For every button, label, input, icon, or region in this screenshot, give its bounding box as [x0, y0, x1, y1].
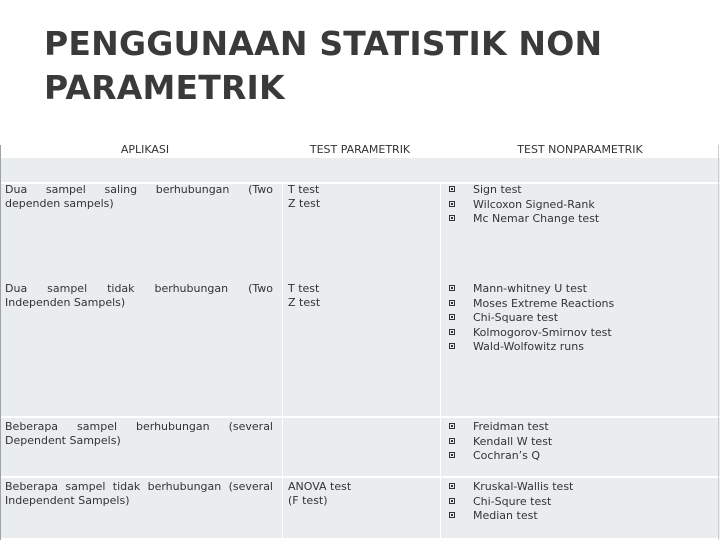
checkbox-bullet-icon — [449, 329, 455, 335]
table-row-1-aplikasi-line1: Dua sampel saling berhubungan (Two — [5, 183, 273, 196]
header-aplikasi: APLIKASI — [120, 143, 170, 156]
table-row-4-parametrik-line2: (F test) — [288, 494, 328, 507]
table-row-4-nonparametrik-list — [473, 480, 573, 524]
header-test-parametrik: TEST PARAMETRIK — [309, 143, 411, 156]
row-divider — [0, 416, 720, 418]
header-test-nonparametrik: TEST NONPARAMETRIK — [517, 143, 643, 156]
checkbox-bullet-icon — [449, 300, 455, 306]
table-row-1-parametrik-line2: Z test — [288, 197, 321, 210]
slide-title-line2: PARAMETRIK — [44, 68, 285, 107]
list-item: Moses Extreme Reactions — [473, 297, 614, 312]
checkbox-bullet-icon — [449, 423, 455, 429]
table-left-edge — [0, 145, 1, 540]
table-row-1-aplikasi-line2: dependen sampels) — [5, 197, 114, 210]
checkbox-bullet-icon — [449, 512, 455, 518]
list-item: Sign test — [473, 183, 599, 198]
table-row-2-aplikasi-line2: Independen Sampels) — [5, 296, 126, 309]
column-divider — [440, 182, 441, 538]
list-item: Wald-Wolfowitz runs — [473, 340, 614, 355]
table-row-3-aplikasi-line1: Beberapa sampel berhubungan (several — [5, 420, 273, 433]
list-item: Chi-Squre test — [473, 495, 573, 510]
list-item: Wilcoxon Signed-Rank — [473, 198, 599, 213]
list-item: Mann-whitney U test — [473, 282, 614, 297]
slide-title-line1: PENGGUNAAN STATISTIK NON — [44, 24, 603, 63]
column-divider — [282, 182, 283, 416]
table-row-2-parametrik-line1: T test — [288, 282, 320, 295]
checkbox-bullet-icon — [449, 498, 455, 504]
list-item: Median test — [473, 509, 573, 524]
table-right-edge — [718, 145, 719, 540]
table-row-2-nonparametrik-list — [473, 282, 614, 355]
table-row-1-parametrik-line1: T test — [288, 183, 320, 196]
table-row-4-aplikasi-line1: Beberapa sampel tidak berhubungan (several — [5, 480, 273, 493]
list-item: Freidman test — [473, 420, 552, 435]
checkbox-bullet-icon — [449, 285, 455, 291]
table-row-3-aplikasi-line2: Dependent Sampels) — [5, 434, 121, 447]
checkbox-bullet-icon — [449, 483, 455, 489]
checkbox-bullet-icon — [449, 215, 455, 221]
checkbox-bullet-icon — [449, 186, 455, 192]
table-row-2-aplikasi-line1: Dua sampel tidak berhubungan (Two — [5, 282, 273, 295]
table-row-4-parametrik-line1: ANOVA test — [288, 480, 352, 493]
column-divider — [282, 418, 283, 538]
checkbox-bullet-icon — [449, 314, 455, 320]
table-row-3-nonparametrik-list — [473, 420, 552, 464]
slide-title — [44, 22, 684, 110]
row-divider — [0, 476, 720, 478]
checkbox-bullet-icon — [449, 438, 455, 444]
list-item: Kolmogorov-Smirnov test — [473, 326, 614, 341]
list-item: Cochran’s Q — [473, 449, 552, 464]
table-row-4-aplikasi-line2: Independent Sampels) — [5, 494, 130, 507]
list-item: Kendall W test — [473, 435, 552, 450]
list-item: Mc Nemar Change test — [473, 212, 599, 227]
checkbox-bullet-icon — [449, 201, 455, 207]
list-item: Chi-Square test — [473, 311, 614, 326]
table-row-2-parametrik-line2: Z test — [288, 296, 321, 309]
table-row-1-nonparametrik-list — [473, 183, 599, 227]
checkbox-bullet-icon — [449, 452, 455, 458]
checkbox-bullet-icon — [449, 343, 455, 349]
list-item: Kruskal-Wallis test — [473, 480, 573, 495]
